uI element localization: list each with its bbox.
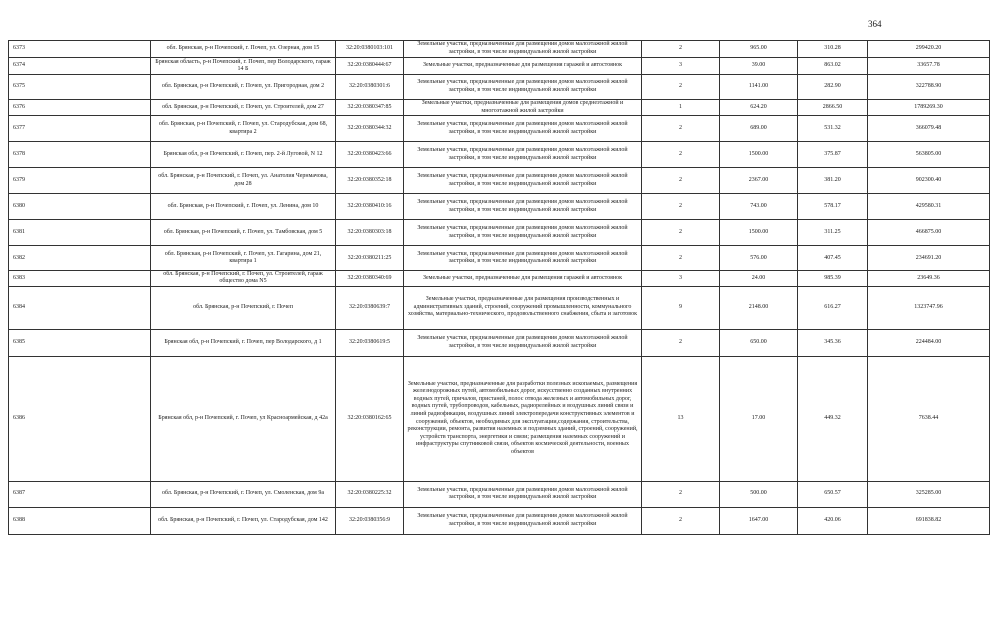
table-body bbox=[9, 41, 990, 535]
cadastral-cost-cell: 299420.20 bbox=[868, 41, 990, 58]
cadastral-number-cell: 32:20:0380352:18 bbox=[336, 168, 404, 194]
area-cell: 650.00 bbox=[720, 329, 798, 356]
land-use-cell: Земельные участки, предназначенные для размещения гаражей и автостоянок bbox=[404, 271, 642, 286]
row-number-cell: 6373 bbox=[9, 41, 151, 58]
cadastral-number-cell: 32:20:0380423:66 bbox=[336, 142, 404, 168]
specific-value-cell: 531.32 bbox=[798, 116, 868, 142]
table-row bbox=[9, 75, 990, 100]
address-cell: обл. Брянская, р-н Почепский, г. Почеп, ул. Строителей, гараж общество дома N5 bbox=[151, 271, 336, 286]
area-cell: 743.00 bbox=[720, 194, 798, 220]
group-cell: 2 bbox=[642, 481, 720, 507]
cadastral-cost-cell: 33657.78 bbox=[868, 58, 990, 75]
cadastral-number-cell: 32:20:0380410:16 bbox=[336, 194, 404, 220]
address-cell: обл. Брянская, р-н Почепский, г. Почеп, ул. Пригородная, дом 2 bbox=[151, 75, 336, 100]
table-row bbox=[9, 220, 990, 246]
land-use-cell: Земельные участки, предназначенные для размещения домов малоэтажной жилой застройки, в том числе индивидуальной жилой застройки bbox=[404, 75, 642, 100]
land-use-cell: Земельные участки, предназначенные для размещения домов малоэтажной жилой застройки, в том числе индивидуальной жилой застройки bbox=[404, 194, 642, 220]
land-use-cell: Земельные участки, предназначенные для размещения домов малоэтажной жилой застройки, в том числе индивидуальной жилой застройки bbox=[404, 481, 642, 507]
row-number-cell: 6379 bbox=[9, 168, 151, 194]
table-row bbox=[9, 246, 990, 271]
specific-value-cell: 985.39 bbox=[798, 271, 868, 286]
table-row bbox=[9, 58, 990, 75]
row-number-cell: 6375 bbox=[9, 75, 151, 100]
cadastral-number-cell: 32:20:0380303:18 bbox=[336, 220, 404, 246]
address-cell: Брянская обл, р-н Почепский, г. Почеп, пер. 2-й Луговой, N 12 bbox=[151, 142, 336, 168]
group-cell: 3 bbox=[642, 58, 720, 75]
row-number-cell: 6382 bbox=[9, 246, 151, 271]
cadastral-number-cell: 32:20:0380211:25 bbox=[336, 246, 404, 271]
cadastral-number-cell: 32:20:0380301:6 bbox=[336, 75, 404, 100]
group-cell: 2 bbox=[642, 246, 720, 271]
land-use-cell: Земельные участки, предназначенные для размещения домов малоэтажной жилой застройки, в том числе индивидуальной жилой застройки bbox=[404, 246, 642, 271]
table-row bbox=[9, 100, 990, 116]
address-cell: Брянская обл, р-н Почепский, г. Почеп, пер Володарского, д 1 bbox=[151, 329, 336, 356]
land-use-cell: Земельные участки, предназначенные для размещения домов малоэтажной жилой застройки, в том числе индивидуальной жилой застройки bbox=[404, 329, 642, 356]
area-cell: 1500.00 bbox=[720, 142, 798, 168]
address-cell: обл. Брянская, р-н Почепский, г. Почеп, ул. Смоленская, дом 9а bbox=[151, 481, 336, 507]
row-number-cell: 6384 bbox=[9, 286, 151, 329]
land-use-cell: Земельные участки, предназначенные для размещения гаражей и автостоянок bbox=[404, 58, 642, 75]
cadastral-cost-cell: 902300.40 bbox=[868, 168, 990, 194]
cadastral-cost-cell: 466875.00 bbox=[868, 220, 990, 246]
row-number-cell: 6378 bbox=[9, 142, 151, 168]
cadastral-cost-cell: 691838.82 bbox=[868, 507, 990, 534]
group-cell: 2 bbox=[642, 329, 720, 356]
area-cell: 1141.00 bbox=[720, 75, 798, 100]
specific-value-cell: 345.36 bbox=[798, 329, 868, 356]
land-use-cell: Земельные участки, предназначенные для размещения домов малоэтажной жилой застройки, в том числе индивидуальной жилой застройки bbox=[404, 41, 642, 58]
row-number-cell: 6381 bbox=[9, 220, 151, 246]
area-cell: 500.00 bbox=[720, 481, 798, 507]
cadastral-number-cell: 32:20:0380103:101 bbox=[336, 41, 404, 58]
land-use-cell: Земельные участки, предназначенные для размещения производственных и административных зданий, строений, сооружений промышленности, коммунального хозяйства, материально-технического, продовольственного снабжения, сбыта и заготовок bbox=[404, 286, 642, 329]
cadastral-cost-cell: 224484.00 bbox=[868, 329, 990, 356]
table-row bbox=[9, 116, 990, 142]
address-cell: обл. Брянская, р-н Почепский, г. Почеп, ул. Анатолия Чернмачова, дом 28 bbox=[151, 168, 336, 194]
table-row bbox=[9, 481, 990, 507]
cadastral-number-cell: 32:20:0380356:9 bbox=[336, 507, 404, 534]
specific-value-cell: 650.57 bbox=[798, 481, 868, 507]
table-row bbox=[9, 329, 990, 356]
group-cell: 3 bbox=[642, 271, 720, 286]
specific-value-cell: 282.90 bbox=[798, 75, 868, 100]
row-number-cell: 6376 bbox=[9, 100, 151, 116]
area-cell: 965.00 bbox=[720, 41, 798, 58]
group-cell: 2 bbox=[642, 116, 720, 142]
address-cell: обл. Брянская, р-н Почепский, г. Почеп, ул. Гагарина, дом 21, квартира 1 bbox=[151, 246, 336, 271]
row-number-cell: 6388 bbox=[9, 507, 151, 534]
land-use-cell: Земельные участки, предназначенные для размещения домов среднеэтажной и многоэтажной жилой застройки bbox=[404, 100, 642, 116]
row-number-cell: 6380 bbox=[9, 194, 151, 220]
address-cell: Брянская область, р-н Почепский, г. Почеп, пер Володарского, гараж 14 Б bbox=[151, 58, 336, 75]
area-cell: 2367.00 bbox=[720, 168, 798, 194]
address-cell: обл. Брянская, р-н Почепский, г. Почеп bbox=[151, 286, 336, 329]
specific-value-cell: 578.17 bbox=[798, 194, 868, 220]
area-cell: 2148.00 bbox=[720, 286, 798, 329]
area-cell: 576.00 bbox=[720, 246, 798, 271]
group-cell: 2 bbox=[642, 194, 720, 220]
specific-value-cell: 375.87 bbox=[798, 142, 868, 168]
row-number-cell: 6383 bbox=[9, 271, 151, 286]
area-cell: 24.00 bbox=[720, 271, 798, 286]
area-cell: 39.00 bbox=[720, 58, 798, 75]
land-use-cell: Земельные участки, предназначенные для размещения домов малоэтажной жилой застройки, в том числе индивидуальной жилой застройки bbox=[404, 116, 642, 142]
table-row bbox=[9, 271, 990, 286]
group-cell: 2 bbox=[642, 41, 720, 58]
area-cell: 624.20 bbox=[720, 100, 798, 116]
specific-value-cell: 381.20 bbox=[798, 168, 868, 194]
area-cell: 17.00 bbox=[720, 356, 798, 481]
specific-value-cell: 449.32 bbox=[798, 356, 868, 481]
group-cell: 13 bbox=[642, 356, 720, 481]
land-use-cell: Земельные участки, предназначенные для размещения домов малоэтажной жилой застройки, в том числе индивидуальной жилой застройки bbox=[404, 507, 642, 534]
cadastral-cost-cell: 429580.31 bbox=[868, 194, 990, 220]
group-cell: 2 bbox=[642, 142, 720, 168]
table-row bbox=[9, 41, 990, 58]
cadastral-number-cell: 32:20:0380162:65 bbox=[336, 356, 404, 481]
cadastral-cost-cell: 322788.90 bbox=[868, 75, 990, 100]
address-cell: обл. Брянская, р-н Почепский, г. Почеп, ул. Озерная, дом 15 bbox=[151, 41, 336, 58]
address-cell: обл. Брянская, р-н Почепский, г. Почеп, ул. Стародубская, дом 142 bbox=[151, 507, 336, 534]
group-cell: 2 bbox=[642, 75, 720, 100]
cadastral-cost-cell: 23649.36 bbox=[868, 271, 990, 286]
land-use-cell: Земельные участки, предназначенные для размещения домов малоэтажной жилой застройки, в том числе индивидуальной жилой застройки bbox=[404, 142, 642, 168]
group-cell: 2 bbox=[642, 220, 720, 246]
cadastral-cost-cell: 7638.44 bbox=[868, 356, 990, 481]
row-number-cell: 6386 bbox=[9, 356, 151, 481]
land-use-cell: Земельные участки, предназначенные для размещения домов малоэтажной жилой застройки, в том числе индивидуальной жилой застройки bbox=[404, 168, 642, 194]
row-number-cell: 6385 bbox=[9, 329, 151, 356]
specific-value-cell: 2866.50 bbox=[798, 100, 868, 116]
cadastral-value-table bbox=[8, 40, 990, 535]
land-use-cell: Земельные участки, предназначенные для размещения домов малоэтажной жилой застройки, в том числе индивидуальной жилой застройки bbox=[404, 220, 642, 246]
specific-value-cell: 311.25 bbox=[798, 220, 868, 246]
cadastral-cost-cell: 1789269.30 bbox=[868, 100, 990, 116]
cadastral-cost-cell: 563805.00 bbox=[868, 142, 990, 168]
table-row bbox=[9, 507, 990, 534]
specific-value-cell: 863.02 bbox=[798, 58, 868, 75]
address-cell: Брянская обл, р-н Почепский, г. Почеп, ул Красноармейская, д 42а bbox=[151, 356, 336, 481]
group-cell: 1 bbox=[642, 100, 720, 116]
cadastral-cost-cell: 366079.48 bbox=[868, 116, 990, 142]
table-row bbox=[9, 168, 990, 194]
specific-value-cell: 407.45 bbox=[798, 246, 868, 271]
cadastral-number-cell: 32:20:0380225:32 bbox=[336, 481, 404, 507]
address-cell: обл. Брянская, р-н Почепский, г. Почеп, ул. Ленина, дом 10 bbox=[151, 194, 336, 220]
address-cell: обл. Брянская, р-н Почепский, г. Почеп, ул. Тамбовская, дом 5 bbox=[151, 220, 336, 246]
cadastral-number-cell: 32:20:0380444:67 bbox=[336, 58, 404, 75]
row-number-cell: 6387 bbox=[9, 481, 151, 507]
cadastral-number-cell: 32:20:0380340:69 bbox=[336, 271, 404, 286]
group-cell: 2 bbox=[642, 168, 720, 194]
area-cell: 1500.00 bbox=[720, 220, 798, 246]
page-number: 364 bbox=[868, 19, 882, 29]
cadastral-number-cell: 32:20:0380347:85 bbox=[336, 100, 404, 116]
land-use-cell: Земельные участки, предназначенные для разработки полезных ископаемых, размещения железнодорожных путей, автомобильных дорог, искусственно созданных внутренних водных путей, причалов, пристаней, полос отвода железных и автомобильных дорог, водных путей, трубопроводов, кабельных, радиорелейных и воздушных линий связи и линий радиофикации, воздушных линий электропередачи конструктивных элементов и сооружений, объектов, необходимых для эксплуатации,содержания, строительства, реконструкции, ремонта, развития наземных и подземных зданий, строений, сооружений, устройств транспорта, энергетики и связи; размещения наземных сооружений и инфраструктуры спутниковой связи, объектов космической деятельности, военных объектов bbox=[404, 356, 642, 481]
address-cell: обл. Брянская, р-н Почепский, г. Почеп, ул. Стародубская, дом 68, квартира 2 bbox=[151, 116, 336, 142]
address-cell: обл. Брянская, р-н Почепский, г. Почеп, ул. Строителей, дом 27 bbox=[151, 100, 336, 116]
area-cell: 689.00 bbox=[720, 116, 798, 142]
cadastral-cost-cell: 1323747.96 bbox=[868, 286, 990, 329]
specific-value-cell: 420.06 bbox=[798, 507, 868, 534]
table-row bbox=[9, 286, 990, 329]
cadastral-number-cell: 32:20:0380344:32 bbox=[336, 116, 404, 142]
cadastral-number-cell: 32:20:0380639:7 bbox=[336, 286, 404, 329]
area-cell: 1647.00 bbox=[720, 507, 798, 534]
specific-value-cell: 616.27 bbox=[798, 286, 868, 329]
cadastral-cost-cell: 325285.00 bbox=[868, 481, 990, 507]
table-row bbox=[9, 142, 990, 168]
cadastral-number-cell: 32:20:0380619:5 bbox=[336, 329, 404, 356]
cadastral-cost-cell: 234691.20 bbox=[868, 246, 990, 271]
row-number-cell: 6374 bbox=[9, 58, 151, 75]
row-number-cell: 6377 bbox=[9, 116, 151, 142]
group-cell: 9 bbox=[642, 286, 720, 329]
specific-value-cell: 310.28 bbox=[798, 41, 868, 58]
group-cell: 2 bbox=[642, 507, 720, 534]
table-row bbox=[9, 356, 990, 481]
table-row bbox=[9, 194, 990, 220]
